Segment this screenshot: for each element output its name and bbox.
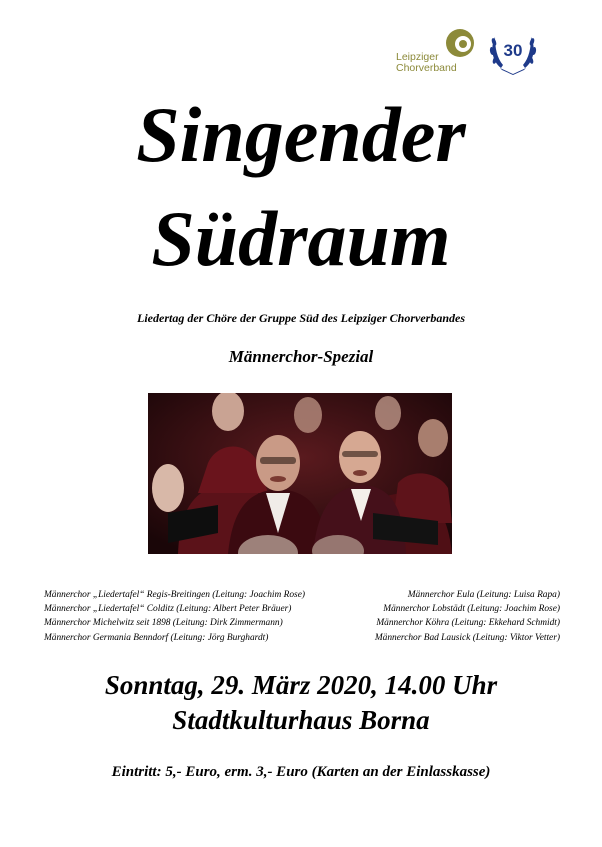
logo-area	[396, 28, 546, 80]
choir-row	[44, 588, 560, 602]
choir-list	[44, 588, 560, 645]
choir-row	[44, 602, 560, 616]
logo-line-1: Leipziger	[396, 51, 439, 63]
event-date: Sonntag, 29. März 2020, 14.00 Uhr	[104, 670, 498, 700]
anniversary-number: 30	[503, 41, 523, 60]
choir-entry-right: Männerchor Eula (Leitung: Luisa Rapa)	[407, 590, 560, 600]
chorverband-logo-icon	[442, 28, 478, 58]
choir-entry-right: Männerchor Lobstädt (Leitung: Joachim Rose)	[383, 604, 560, 615]
choir-entry-left: Männerchor „Liedertafel“ Colditz (Leitung: Albert Peter Bräuer)	[44, 604, 292, 615]
title-line-2: Südraum	[151, 195, 451, 282]
special-heading: Männerchor-Spezial	[228, 347, 374, 366]
subtitle: Liedertag der Chöre der Gruppe Süd des Leipziger Chorverbandes	[137, 311, 465, 325]
choir-entry-right: Männerchor Bad Lausick (Leitung: Viktor Vetter)	[374, 632, 560, 643]
choir-entry-right: Männerchor Köhra (Leitung: Ekkehard Schmidt)	[376, 618, 560, 629]
choir-row	[44, 616, 560, 630]
entry-price: Eintritt: 5,- Euro, erm. 3,- Euro (Karten an der Einlasskasse)	[111, 764, 491, 780]
title-line-1: Singender	[136, 91, 466, 178]
choir-image	[148, 393, 452, 554]
choir-row	[44, 631, 560, 645]
choir-entry-left: Männerchor Michelwitz seit 1898 (Leitung: Dirk Zimmermann)	[44, 618, 283, 629]
event-venue: Stadtkulturhaus Borna	[172, 705, 430, 735]
choir-photo	[148, 393, 452, 554]
logo-line-2: Chorverband	[396, 62, 457, 74]
anniversary-30-icon	[488, 28, 538, 76]
choir-entry-left: Männerchor „Liedertafel“ Regis-Breitingen (Leitung: Joachim Rose)	[44, 590, 305, 600]
choir-entry-left: Männerchor Germania Benndorf (Leitung: Jörg Burghardt)	[44, 632, 269, 643]
